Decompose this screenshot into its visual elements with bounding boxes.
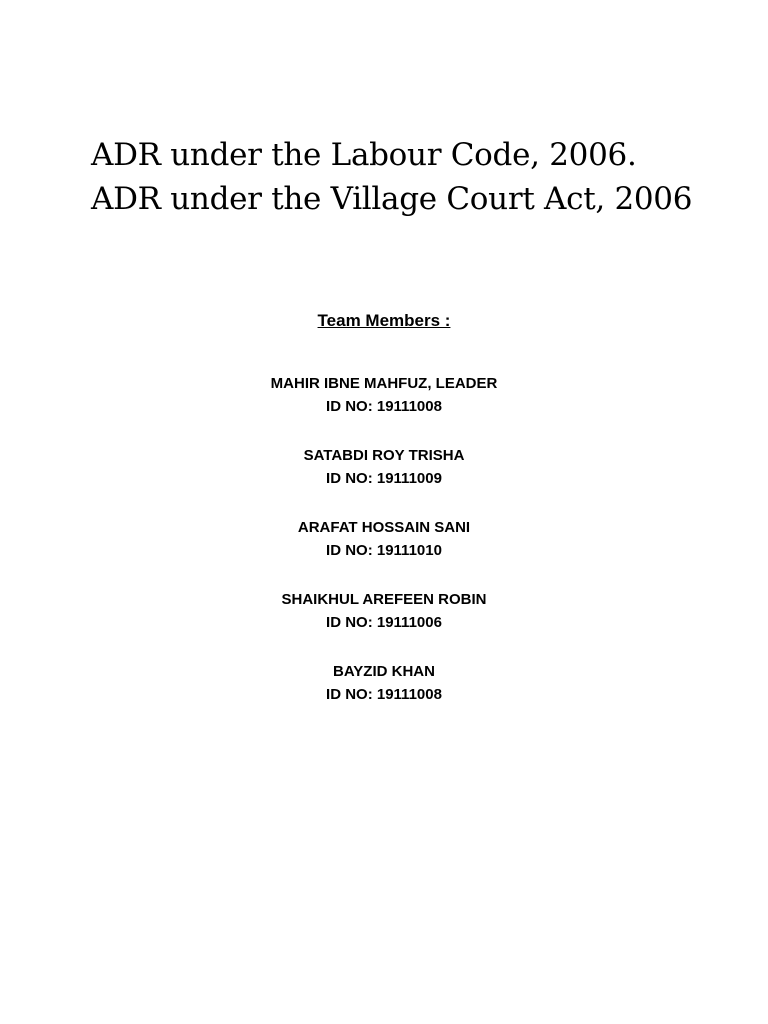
team-member [0,516,768,562]
member-name: SHAIKHUL AREFEEN ROBIN [281,591,487,608]
team-members-list [0,372,768,732]
team-member [0,372,768,418]
team-member [0,588,768,634]
member-name: MAHIR IBNE MAHFUZ, LEADER [270,375,498,392]
member-id: ID NO: 19111006 [326,614,442,631]
member-id: ID NO: 19111010 [326,542,442,559]
member-id: ID NO: 19111009 [326,470,442,487]
member-name: ARAFAT HOSSAIN SANI [297,519,471,536]
team-member [0,444,768,490]
member-name: SATABDI ROY TRISHA [303,447,465,464]
member-name: BAYZID KHAN [333,663,435,680]
team-members-heading: Team Members : [317,311,451,330]
member-id: ID NO: 19111008 [326,398,442,415]
team-member [0,660,768,706]
document-title: ADR under the Labour Code, 2006. ADR under the Village Court Act, 2006 [91,137,693,217]
member-id: ID NO: 19111008 [326,686,442,703]
